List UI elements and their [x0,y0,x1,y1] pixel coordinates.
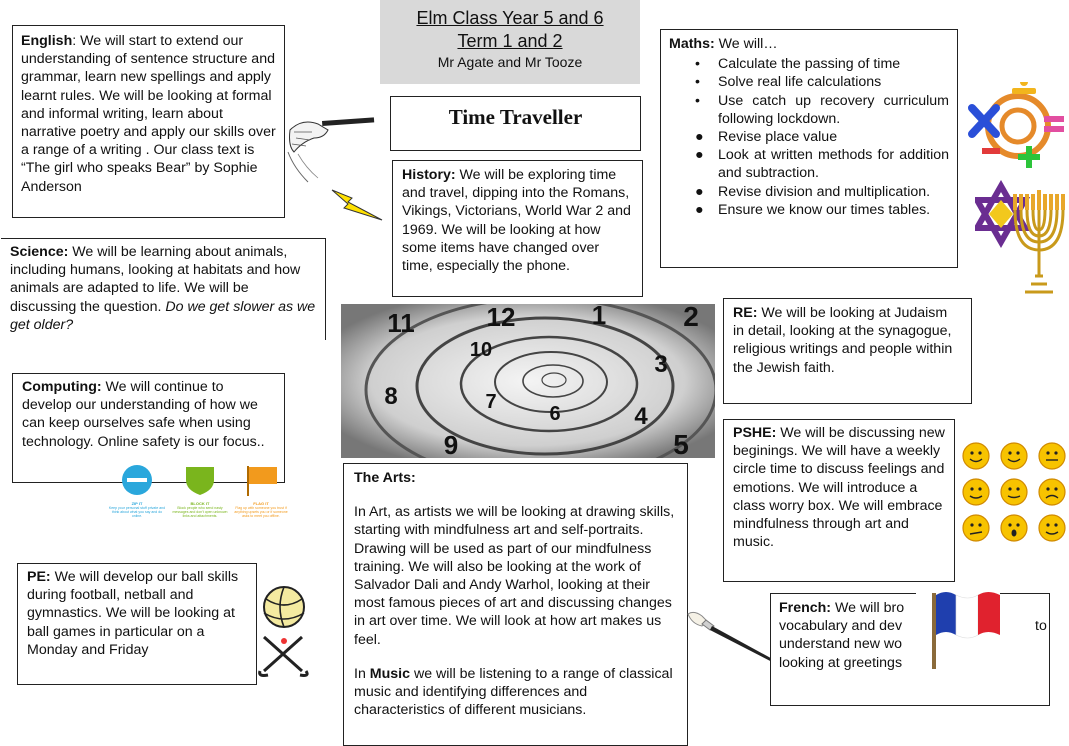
re-heading: RE: [733,305,758,321]
maths-item-text: Revise division and multiplication. [718,183,931,200]
french-line-2: vocabulary and dev [779,618,903,635]
french-heading: French: [779,600,832,616]
zip-it-title: ZIP IT [131,501,143,506]
maths-item [669,128,949,146]
maths-item [669,183,949,201]
clock-number-10: 10 [469,339,493,361]
history-heading: History: [402,167,456,183]
flag-it-text: Flag up with someone you trust if anything upsets you or if someone asks to meet you offline. [234,506,288,518]
french-line-2-end: to [1035,618,1047,635]
bullet: ● [695,129,704,146]
science-question: Do we get slower as we get older? [10,298,316,333]
clock-number-7: 7 [485,391,497,413]
science-heading: Science: [10,244,69,260]
maths-item-text: Use catch up recovery curriculum following lockdown. [718,92,949,127]
maths-box [660,29,958,268]
music-paragraph [354,665,677,720]
science-box [1,238,326,340]
clock-number-2: 2 [683,304,699,332]
clock-number-3: 3 [654,351,668,378]
lightning-icon [330,186,384,224]
bullet: ● [695,147,704,164]
bullet: • [695,74,700,91]
zip-it-text: Keep your personal stuff private and think about what you say and do online. [108,506,166,518]
english-box [12,25,285,218]
music-text: we will be listening to a range of classical music and identifying differences and characteristics of different musicians. [354,665,673,719]
music-heading: Music [369,665,410,682]
pe-box [17,563,257,685]
french-line-1: We will bro [831,600,905,616]
block-it-title: BLOCK IT [190,501,210,506]
maths-symbols-icon [966,82,1068,170]
french-flag-icon [916,583,1000,671]
maths-item [669,146,949,182]
arts-heading: The Arts: [354,470,416,486]
english-text: : We will start to extend our understanding of sentence structure and grammar, learn new spellings and apply learnt rules. We will be looking at formal and informal writing, learn about narrative poetry and apply our skills over a range of a writing . Our class text is “The girl who speaks Bear” by Sophie Anderson [21,33,276,195]
zip-it-icon [117,464,157,496]
bullet: • [695,92,700,109]
maths-list [669,55,949,219]
paintbrush-icon [684,606,780,666]
science-text: We will be learning about animals, including humans, looking at habitats and how animals are adapted to life. We will be discussing the question. [10,244,301,315]
clock-number-12: 12 [486,304,516,332]
pen-hand-icon [284,108,380,188]
music-prefix: In [354,665,370,682]
zip-it-panel [108,464,166,518]
maths-item [669,201,949,219]
computing-text: We will continue to develop our understanding of how we can keep ourselves safe when using technology. Online safety is our focus.. [22,379,265,450]
topic-title: Time Traveller [390,96,641,151]
history-text: We will be exploring time and travel, dipping into the Romans, Vikings, Victorians, World War 2 and 1969. We will be looking at how some items have changed over time, especially the phone. [402,167,631,275]
flag-it-panel [234,464,288,518]
re-box [723,298,972,404]
maths-item-text: Look at written methods for addition and subtraction. [718,147,949,182]
maths-heading: Maths: [669,36,715,52]
arts-box [343,463,688,746]
maths-item [669,92,949,128]
maths-item-text: Calculate the passing of time [718,56,901,73]
block-it-icon [182,464,218,496]
french-line-4: looking at greetings [779,654,903,671]
maths-item-text: Revise place value [718,129,838,146]
english-heading: English [21,33,73,49]
flag-it-icon [241,464,281,496]
computing-heading: Computing: [22,379,102,395]
clock-number-6: 6 [549,403,561,425]
maths-item-text: Ensure we know our times tables. [718,201,931,218]
block-it-text: Block people who send nasty messages and don't open unknown links and attachments. [172,506,228,518]
star-of-david-menorah-icon [975,180,1069,298]
bullet: ● [695,201,704,218]
flag-it-title: FLAG IT [253,501,269,506]
art-paragraph: In Art, as artists we will be looking at drawing skills, starting with mindfulness art and self-portraits. Drawing will be used as part of our mindfulness training. We will also be looking at the work of Salvador Dali and Andy Warhol, looking at their most famous pieces of art and discussing changes in art over time. We will look at how art makes us feel. [354,504,675,648]
online-safety-icons [108,464,288,519]
pe-text: We will develop our ball skills during football, netball and gymnastics. We will be looking at ball games in particular on a Monday and Friday [27,569,239,658]
pe-heading: PE: [27,569,51,585]
bullet: • [695,56,700,73]
block-it-panel [172,464,228,518]
spiral-clock-image [341,304,715,458]
french-box [770,593,1050,706]
netball-hockey-icon [258,585,310,677]
clock-number-8: 8 [384,383,398,410]
pshe-box [723,419,955,582]
class-name: Elm Class Year 5 and 6 [416,8,604,28]
emotion-faces-icon [960,440,1066,546]
clock-number-11: 11 [387,308,415,338]
re-text: We will be looking at Judaism in detail, looking at the synagogue, religious writings and people within the Jewish faith. [733,305,953,376]
term-label: Term 1 and 2 [457,31,563,51]
maths-item [669,73,949,91]
teachers-label: Mr Agate and Mr Tooze [437,54,583,70]
pshe-text: We will be discussing new beginings. We will have a weekly circle time to discuss feelings and emotions. We will introduce a class worry box. We will embrace mindfulness through art and music. [733,425,945,551]
class-header [380,0,640,84]
pshe-heading: PSHE: [733,425,777,441]
maths-item-text: Solve real life calculations [718,74,882,91]
history-box [392,160,643,297]
maths-item [669,55,949,73]
clock-number-1: 1 [591,304,607,330]
french-line-3: understand new wo [779,636,903,653]
bullet: ● [695,183,704,200]
maths-intro: We will… [714,36,778,52]
clock-number-4: 4 [634,403,648,430]
clock-number-5: 5 [673,429,689,458]
clock-number-9: 9 [443,430,459,458]
